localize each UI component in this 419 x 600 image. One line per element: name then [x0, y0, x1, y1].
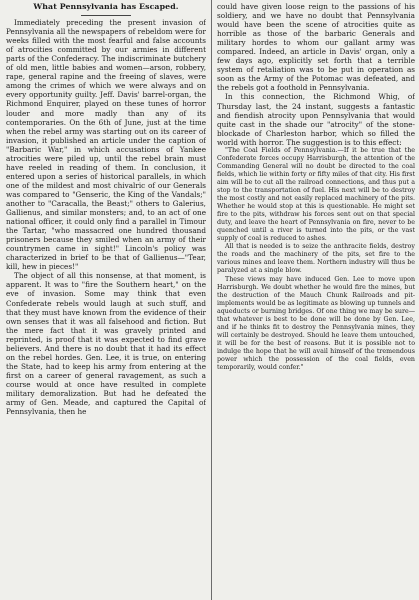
paragraph-2: The object of all this nonsense, at that moment, is apparent. It was to "fire the Southern heart," on the eve of invasion. Some may think that even Confederate rebels would laugh at such stuff, and that they must have known from the evidence of their own senses that it was all falsehood and fiction. But the mere fact that it was gravely printed and reprinted, is proof that it was expected to find grave believers. And there is no doubt that it had its effect on the rebel hordes. Gen. Lee, it is true, on entering the State, had to keep his army from entering at the first on a career of general ravagement, as such a course would at once have resulted in complete military demoralization. But had he defeated the army of Gen. Meade, and captured the Capital of Pennsylvania, then he: [6, 271, 206, 417]
left-column: [6, 2, 206, 598]
right-column: [217, 2, 415, 598]
quote-paragraph-3: These views may have induced Gen. Lee to move upon Harrisburgh. We doubt whether he would fire the mines, but the destruction of the Mauch Chunk Railroads and pit-implements would be as legitimate as blowing up tunnels and aqueducts or burning bridges. Of one thing we may be sure—that whatever is best to be done will be done by Gen. Lee, and if he thinks fit to destroy the Pennsylvania mines, they will certainly be destroyed. Should he leave them untouched, it will be for the best of reasons. But it is possible not to indulge the hope that he will avail himself of the tremendous power which the possession of the coal fields, even temporarily, would confer.": [217, 275, 415, 372]
quote-paragraph-2: All that is needed is to seize the anthracite fields, destroy the roads and the machinery of the pits, set fire to the various mines and leave them. Northern industry will thus be paralyzed at a single blow.: [217, 243, 415, 275]
quoted-excerpt: [217, 147, 415, 372]
paragraph-1: Immediately preceding the present invasion of Pennsylvania all the newspapers of rebeldom were for weeks filled with the most fearful and false accounts of atrocities committed by our armies in different parts of the Confederacy. The indiscriminate butchery of old men, little babies and women—arson, robbery, rape, general rapine and the freeing of slaves, were among the crimes of which we were always and on every opportunity guilty. Jeff. Davis' barrel-organ, the Richmond Enquirer, played on these tunes of horror louder and more madly than any of its contemporaries. On the 6th of June, just at the time when the rebel army was starting out on its career of invasion, it published an article under the caption of "Barbaric War," in which accusations of Yankee atrocities were piled up, until the rebel brain must have reeled in reading of them. In conclusion, it entered upon a series of historical parallels, in which one of the mildest and most chivalric of our Generals was compared to "Genseric, the King of the Vandals;" another to "Caracalla, the Beast;" others to Galerius, Gallienus, and similar monsters; and, to an act of one national officer, it could only find a parallel in Timour the Tartar, "who massacred one hundred thousand prisoners because they smiled when an army of their countrymen came in sight!" Lincoln's policy was characterized in brief to be that of Gallienus—"Tear, kill, hew in pieces!": [6, 18, 206, 272]
quote-paragraph-1: "The Coal Fields of Pennsylvania.—If it be true that the Confederate forces occupy Harrisburgh, the attention of the Commanding General will no doubt be directed to the coal fields, which lie within forty or fifty miles of that city. His first aim will be to cut all the railroad connections, and thus put a stop to the transportation of fuel. His next will be to destroy the most costly and not easily replaced machinery of the pits. Whether he would stop at this is questionable. He might set fire to the pits, withdraw his forces sent out on that special duty, and leave the heart of Pennsylvania on fire, never to be quenched until a river is turned into the pits, or the vast supply of coal is reduced to ashes.: [217, 146, 415, 243]
paragraph-3: could have given loose reign to the passions of his soldiery, and we have no doubt that Pennsylvania would have been the scene of atrocities quite as horrible as those of the barbaric Generals and military hordes to whom our gallant army was compared. Indeed, an article in Davis' organ, only a few days ago, explicitly set forth that a terrible system of retaliation was to be put in operation as soon as the Army of the Potomac was defeated, and the rebels got a foothold in Pennsylvania.: [217, 2, 415, 93]
headline-rule: [81, 15, 131, 16]
paragraph-4: In this connection, the Richmond Whig, of Thursday last, the 24 instant, suggests a fantastic and fiendish atrocity upon Pennsylvania that would quite cast in the shade our "atrocity" of the stone-blockade of Charleston harbor, which so filled the world with horror. The suggestion is to this effect:: [217, 92, 415, 147]
column-divider: [211, 0, 212, 600]
article-headline: What Pennsylvania has Escaped.: [33, 2, 179, 11]
